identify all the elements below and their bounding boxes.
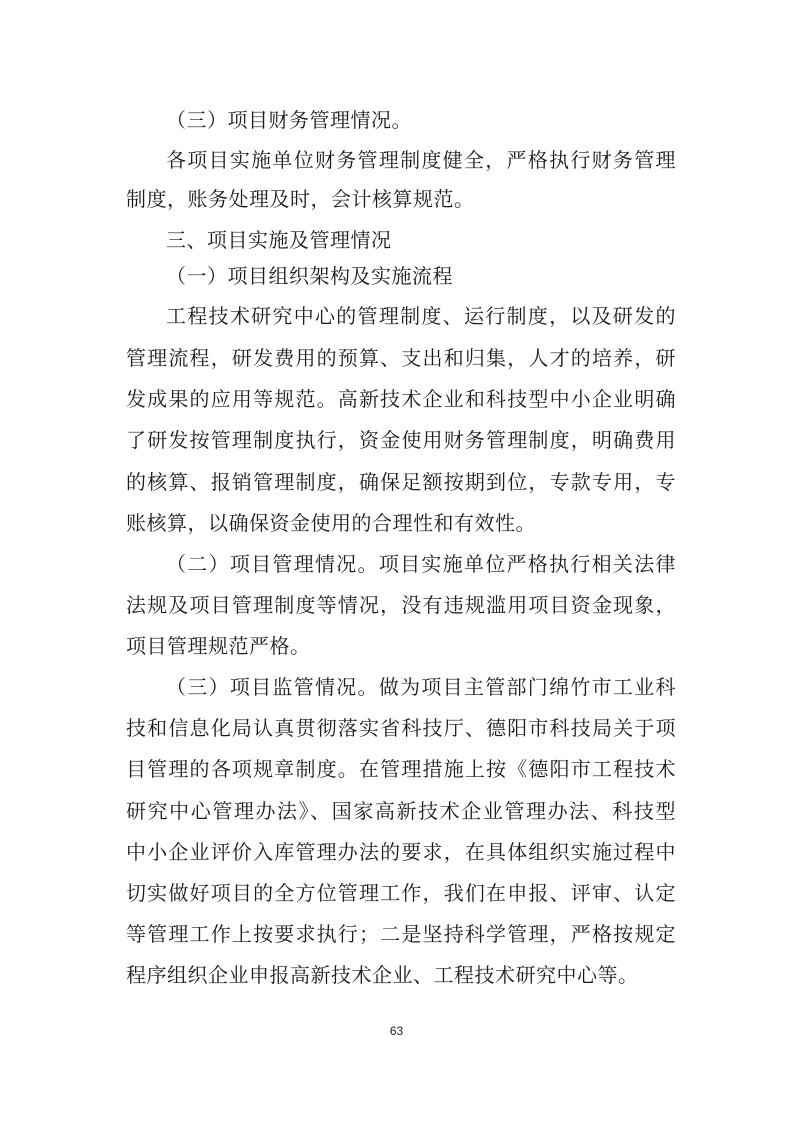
paragraph-line: 制度，账务处理及时，会计核算规范。	[126, 187, 475, 211]
paragraph-line: 各项目实施单位财务管理制度健全，严格执行财务管理	[166, 148, 676, 172]
paragraph-line: 目管理的各项规章制度。在管理措施上按《德阳市工程技术	[126, 757, 676, 781]
section-heading-finance: （三）项目财务管理情况。	[166, 108, 412, 132]
paragraph-line: 工程技术研究中心的管理制度、运行制度，以及研发的	[166, 304, 676, 328]
paragraph-line: 技和信息化局认真贯彻落实省科技厅、德阳市科技局关于项	[126, 716, 676, 740]
page-number: 63	[389, 1024, 404, 1038]
paragraph-line: 项目管理规范严格。	[126, 634, 311, 658]
section-heading-implementation: 三、项目实施及管理情况	[166, 228, 392, 252]
paragraph-line: 等管理工作上按要求执行；二是坚持科学管理，严格按规定	[126, 922, 676, 946]
paragraph-line: 法规及项目管理制度等情况，没有违规滥用项目资金现象，	[126, 593, 676, 617]
paragraph-line: 切实做好项目的全方位管理工作，我们在申报、评审、认定	[126, 881, 676, 905]
paragraph-line: （二）项目管理情况。项目实施单位严格执行相关法律	[166, 552, 676, 576]
paragraph-line: 的核算、报销管理制度，确保足额按期到位，专款专用，专	[126, 470, 676, 494]
paragraph-line: 研究中心管理办法》、国家高新技术企业管理办法、科技型	[126, 799, 676, 823]
paragraph-line: （三）项目监管情况。做为项目主管部门绵竹市工业科	[166, 675, 676, 699]
paragraph-line: 管理流程，研发费用的预算、支出和归集，人才的培养，研	[126, 346, 676, 370]
paragraph-line: 账核算，以确保资金使用的合理性和有效性。	[126, 511, 536, 535]
paragraph-line: 中小企业评价入库管理办法的要求，在具体组织实施过程中	[126, 840, 676, 864]
paragraph-line: 了研发按管理制度执行，资金使用财务管理制度，明确费用	[126, 428, 676, 452]
paragraph-line: 程序组织企业申报高新技术企业、工程技术研究中心等。	[126, 963, 639, 987]
paragraph-line: 发成果的应用等规范。高新技术企业和科技型中小企业明确	[126, 387, 676, 411]
subsection-heading-organization: （一）项目组织架构及实施流程	[166, 264, 453, 288]
